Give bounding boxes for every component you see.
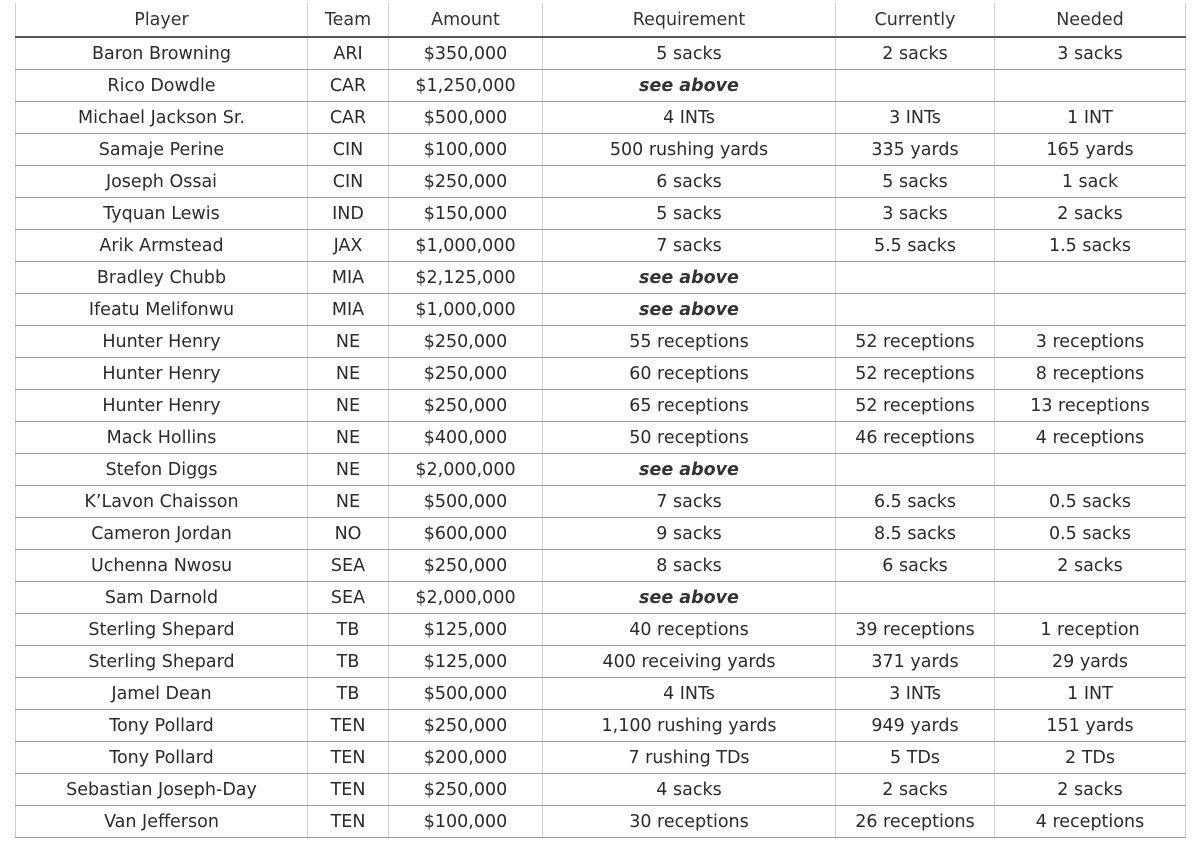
- cell-player: Cameron Jordan: [16, 518, 308, 550]
- cell-player: Arik Armstead: [16, 230, 308, 262]
- table-row: [16, 774, 1186, 806]
- table-row: [16, 230, 1186, 262]
- cell-player: Jamel Dean: [16, 678, 308, 710]
- cell-team: NE: [308, 422, 389, 454]
- cell-amount: $125,000: [389, 614, 543, 646]
- cell-requirement: 40 receptions: [543, 614, 836, 646]
- cell-currently: 52 receptions: [836, 358, 995, 390]
- cell-team: MIA: [308, 262, 389, 294]
- cell-requirement: 500 rushing yards: [543, 134, 836, 166]
- cell-requirement: 6 sacks: [543, 166, 836, 198]
- cell-requirement: see above: [543, 70, 836, 102]
- cell-amount: $600,000: [389, 518, 543, 550]
- cell-amount: $250,000: [389, 774, 543, 806]
- cell-requirement: 9 sacks: [543, 518, 836, 550]
- cell-currently: 3 INTs: [836, 102, 995, 134]
- cell-player: Tyquan Lewis: [16, 198, 308, 230]
- cell-currently: 2 sacks: [836, 37, 995, 70]
- cell-requirement: 7 sacks: [543, 230, 836, 262]
- cell-requirement: 65 receptions: [543, 390, 836, 422]
- cell-amount: $150,000: [389, 198, 543, 230]
- cell-team: IND: [308, 198, 389, 230]
- cell-needed: [995, 582, 1186, 614]
- cell-currently: 335 yards: [836, 134, 995, 166]
- cell-player: Tony Pollard: [16, 742, 308, 774]
- table-row: [16, 37, 1186, 70]
- cell-needed: [995, 294, 1186, 326]
- cell-currently: 5.5 sacks: [836, 230, 995, 262]
- cell-requirement: see above: [543, 294, 836, 326]
- cell-player: Baron Browning: [16, 37, 308, 70]
- cell-team: TB: [308, 678, 389, 710]
- header-needed: Needed: [995, 3, 1186, 37]
- cell-team: CAR: [308, 70, 389, 102]
- table-row: [16, 166, 1186, 198]
- cell-currently: 2 sacks: [836, 774, 995, 806]
- cell-amount: $2,000,000: [389, 582, 543, 614]
- cell-player: Sebastian Joseph-Day: [16, 774, 308, 806]
- cell-player: Sterling Shepard: [16, 614, 308, 646]
- cell-requirement: 4 sacks: [543, 774, 836, 806]
- cell-requirement: 4 INTs: [543, 102, 836, 134]
- cell-amount: $1,000,000: [389, 294, 543, 326]
- cell-requirement: 4 INTs: [543, 678, 836, 710]
- cell-needed: 1 INT: [995, 102, 1186, 134]
- cell-requirement: 7 rushing TDs: [543, 742, 836, 774]
- cell-player: Hunter Henry: [16, 326, 308, 358]
- cell-team: TB: [308, 646, 389, 678]
- cell-team: NO: [308, 518, 389, 550]
- cell-player: Van Jefferson: [16, 806, 308, 838]
- cell-needed: 4 receptions: [995, 806, 1186, 838]
- cell-amount: $250,000: [389, 550, 543, 582]
- cell-team: NE: [308, 390, 389, 422]
- table-header: [16, 3, 1186, 37]
- cell-team: NE: [308, 326, 389, 358]
- table-row: [16, 582, 1186, 614]
- cell-amount: $1,250,000: [389, 70, 543, 102]
- table-row: [16, 70, 1186, 102]
- table-row: [16, 742, 1186, 774]
- cell-team: TEN: [308, 710, 389, 742]
- cell-needed: 0.5 sacks: [995, 518, 1186, 550]
- cell-currently: 3 sacks: [836, 198, 995, 230]
- cell-requirement: 8 sacks: [543, 550, 836, 582]
- cell-amount: $350,000: [389, 37, 543, 70]
- table-row: [16, 646, 1186, 678]
- cell-amount: $250,000: [389, 358, 543, 390]
- cell-requirement: 55 receptions: [543, 326, 836, 358]
- header-player: Player: [16, 3, 308, 37]
- cell-player: Hunter Henry: [16, 390, 308, 422]
- table-row: [16, 294, 1186, 326]
- cell-needed: 1.5 sacks: [995, 230, 1186, 262]
- cell-team: TEN: [308, 774, 389, 806]
- cell-amount: $500,000: [389, 486, 543, 518]
- cell-player: Uchenna Nwosu: [16, 550, 308, 582]
- cell-currently: 3 INTs: [836, 678, 995, 710]
- cell-currently: 5 sacks: [836, 166, 995, 198]
- cell-needed: 165 yards: [995, 134, 1186, 166]
- cell-currently: 39 receptions: [836, 614, 995, 646]
- header-team: Team: [308, 3, 389, 37]
- cell-team: NE: [308, 486, 389, 518]
- cell-player: Joseph Ossai: [16, 166, 308, 198]
- cell-amount: $200,000: [389, 742, 543, 774]
- cell-requirement: 5 sacks: [543, 198, 836, 230]
- cell-amount: $250,000: [389, 390, 543, 422]
- table-row: [16, 550, 1186, 582]
- cell-needed: 1 INT: [995, 678, 1186, 710]
- header-row: [16, 3, 1186, 37]
- table-row: [16, 454, 1186, 486]
- cell-player: Rico Dowdle: [16, 70, 308, 102]
- table-row: [16, 134, 1186, 166]
- table-row: [16, 198, 1186, 230]
- cell-currently: 5 TDs: [836, 742, 995, 774]
- cell-player: Sam Darnold: [16, 582, 308, 614]
- cell-amount: $125,000: [389, 646, 543, 678]
- table-row: [16, 326, 1186, 358]
- cell-team: NE: [308, 358, 389, 390]
- cell-player: Ifeatu Melifonwu: [16, 294, 308, 326]
- incentives-table: [15, 3, 1186, 838]
- cell-team: JAX: [308, 230, 389, 262]
- cell-team: TEN: [308, 806, 389, 838]
- header-currently: Currently: [836, 3, 995, 37]
- table-row: [16, 710, 1186, 742]
- cell-needed: 1 reception: [995, 614, 1186, 646]
- cell-player: Sterling Shepard: [16, 646, 308, 678]
- cell-team: CAR: [308, 102, 389, 134]
- cell-team: CIN: [308, 166, 389, 198]
- header-amount: Amount: [389, 3, 543, 37]
- cell-needed: [995, 70, 1186, 102]
- cell-amount: $400,000: [389, 422, 543, 454]
- cell-needed: 13 receptions: [995, 390, 1186, 422]
- cell-requirement: see above: [543, 582, 836, 614]
- header-requirement: Requirement: [543, 3, 836, 37]
- cell-currently: 26 receptions: [836, 806, 995, 838]
- cell-needed: [995, 262, 1186, 294]
- cell-amount: $2,125,000: [389, 262, 543, 294]
- cell-needed: 2 sacks: [995, 550, 1186, 582]
- cell-team: TEN: [308, 742, 389, 774]
- cell-team: SEA: [308, 550, 389, 582]
- cell-requirement: 60 receptions: [543, 358, 836, 390]
- cell-needed: 2 sacks: [995, 198, 1186, 230]
- cell-currently: 6 sacks: [836, 550, 995, 582]
- table-row: [16, 262, 1186, 294]
- cell-amount: $2,000,000: [389, 454, 543, 486]
- cell-amount: $500,000: [389, 678, 543, 710]
- cell-player: Stefon Diggs: [16, 454, 308, 486]
- cell-currently: [836, 454, 995, 486]
- cell-player: Hunter Henry: [16, 358, 308, 390]
- cell-currently: 949 yards: [836, 710, 995, 742]
- cell-requirement: 5 sacks: [543, 37, 836, 70]
- table-row: [16, 518, 1186, 550]
- table-row: [16, 390, 1186, 422]
- cell-requirement: 1,100 rushing yards: [543, 710, 836, 742]
- cell-team: TB: [308, 614, 389, 646]
- cell-player: Mack Hollins: [16, 422, 308, 454]
- cell-player: K’Lavon Chaisson: [16, 486, 308, 518]
- cell-needed: [995, 454, 1186, 486]
- cell-currently: [836, 70, 995, 102]
- cell-amount: $100,000: [389, 134, 543, 166]
- cell-amount: $500,000: [389, 102, 543, 134]
- cell-currently: [836, 262, 995, 294]
- cell-needed: 2 sacks: [995, 774, 1186, 806]
- cell-team: SEA: [308, 582, 389, 614]
- cell-team: NE: [308, 454, 389, 486]
- cell-currently: 52 receptions: [836, 326, 995, 358]
- cell-team: CIN: [308, 134, 389, 166]
- table-row: [16, 422, 1186, 454]
- cell-needed: 0.5 sacks: [995, 486, 1186, 518]
- cell-needed: 3 sacks: [995, 37, 1186, 70]
- table-row: [16, 102, 1186, 134]
- cell-amount: $100,000: [389, 806, 543, 838]
- cell-currently: [836, 582, 995, 614]
- cell-needed: 151 yards: [995, 710, 1186, 742]
- cell-needed: 8 receptions: [995, 358, 1186, 390]
- cell-team: ARI: [308, 37, 389, 70]
- cell-requirement: see above: [543, 262, 836, 294]
- cell-amount: $1,000,000: [389, 230, 543, 262]
- table-row: [16, 614, 1186, 646]
- cell-team: MIA: [308, 294, 389, 326]
- cell-player: Bradley Chubb: [16, 262, 308, 294]
- table-row: [16, 358, 1186, 390]
- cell-player: Michael Jackson Sr.: [16, 102, 308, 134]
- cell-player: Tony Pollard: [16, 710, 308, 742]
- cell-requirement: see above: [543, 454, 836, 486]
- cell-currently: 8.5 sacks: [836, 518, 995, 550]
- cell-requirement: 30 receptions: [543, 806, 836, 838]
- cell-requirement: 7 sacks: [543, 486, 836, 518]
- cell-amount: $250,000: [389, 326, 543, 358]
- table-body: [16, 37, 1186, 838]
- cell-needed: 2 TDs: [995, 742, 1186, 774]
- cell-amount: $250,000: [389, 166, 543, 198]
- cell-currently: 52 receptions: [836, 390, 995, 422]
- cell-needed: 4 receptions: [995, 422, 1186, 454]
- cell-requirement: 400 receiving yards: [543, 646, 836, 678]
- cell-needed: 29 yards: [995, 646, 1186, 678]
- cell-currently: 46 receptions: [836, 422, 995, 454]
- cell-currently: [836, 294, 995, 326]
- cell-needed: 3 receptions: [995, 326, 1186, 358]
- cell-currently: 6.5 sacks: [836, 486, 995, 518]
- table-row: [16, 486, 1186, 518]
- table-row: [16, 806, 1186, 838]
- cell-player: Samaje Perine: [16, 134, 308, 166]
- cell-currently: 371 yards: [836, 646, 995, 678]
- cell-amount: $250,000: [389, 710, 543, 742]
- cell-needed: 1 sack: [995, 166, 1186, 198]
- cell-requirement: 50 receptions: [543, 422, 836, 454]
- table-row: [16, 678, 1186, 710]
